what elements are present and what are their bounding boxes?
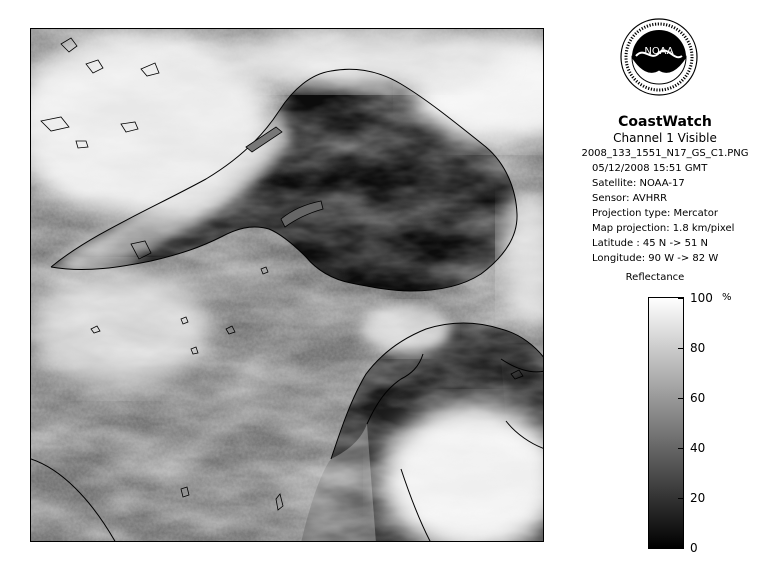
product-title: CoastWatch [618,114,712,130]
colorbar-unit: % [722,292,732,303]
colorbar-title: Reflectance [625,272,685,283]
colorbar-tick [678,448,684,449]
satellite-image [30,28,544,542]
colorbar-tick-label: 0 [690,541,698,555]
meta-sensor: Sensor: AVHRR [592,193,668,204]
reflectance-colorbar [648,297,684,549]
colorbar-tick-label: 40 [690,441,706,455]
meta-map-projection: Map projection: 1.8 km/pixel [592,223,735,234]
noaa-logo [620,18,698,96]
image-filename: 2008_133_1551_N17_GS_C1.PNG [581,148,749,159]
colorbar-tick [678,498,684,499]
noaa-label: NOAA [644,46,674,57]
colorbar-tick-label: 80 [690,341,706,355]
colorbar-tick-label: 100 [690,291,713,305]
colorbar-tick [678,298,684,299]
meta-latitude: Latitude : 45 N -> 51 N [592,238,708,249]
noaa-seal-icon [620,18,698,96]
colorbar-tick [678,398,684,399]
channel-subtitle: Channel 1 Visible [613,131,717,145]
meta-longitude: Longitude: 90 W -> 82 W [592,253,719,264]
colorbar-tick-label: 60 [690,391,706,405]
meta-satellite: Satellite: NOAA-17 [592,178,685,189]
meta-projection-type: Projection type: Mercator [592,208,718,219]
colorbar-tick-label: 20 [690,491,706,505]
meta-date-time: 05/12/2008 15:51 GMT [592,163,708,174]
colorbar-tick [678,348,684,349]
satellite-map-graphic [31,29,544,542]
colorbar-tick [678,548,684,549]
